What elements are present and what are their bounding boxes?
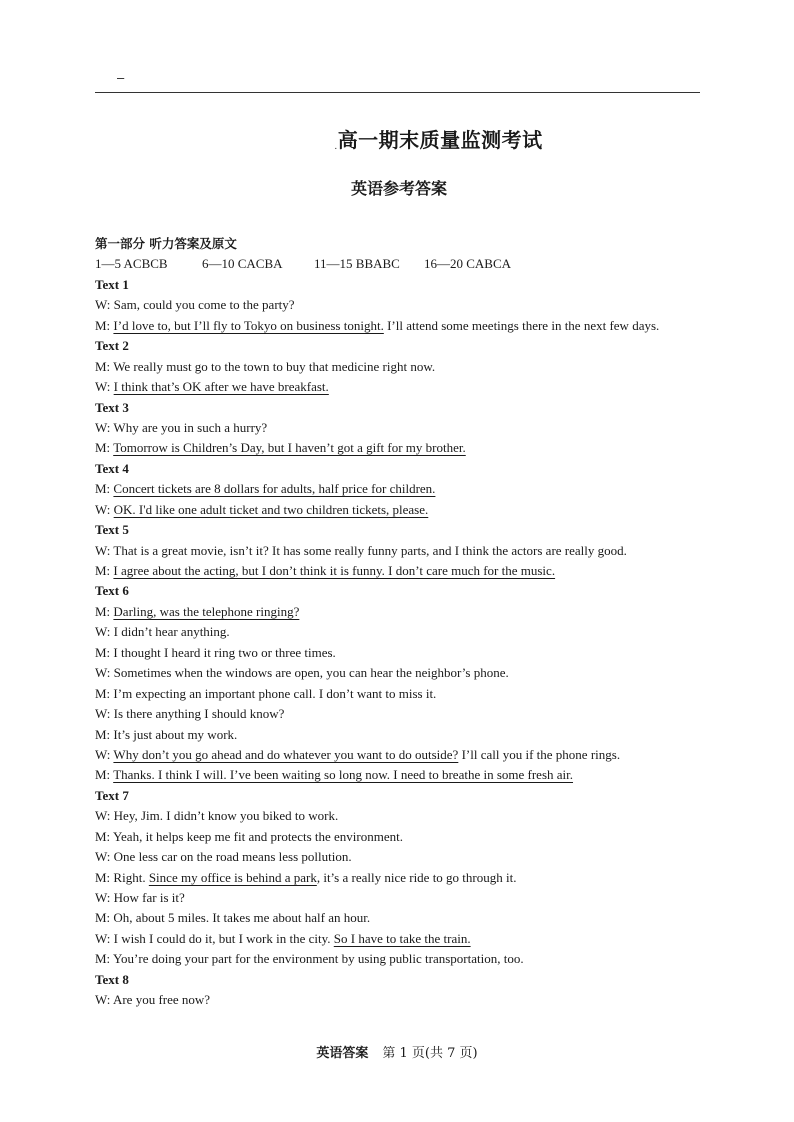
dialogue-text: How far is it? bbox=[113, 890, 185, 905]
dialogue-text: It’s just about my work. bbox=[113, 726, 238, 742]
dialogue-line bbox=[95, 929, 715, 949]
speaker-label: M: bbox=[95, 603, 111, 619]
dialogue-text: Sometimes when the windows are open, you can hear the neighbor’s phone. bbox=[113, 665, 509, 681]
dialogue-text: Why are you in such a hurry? bbox=[113, 419, 268, 435]
speaker-label: W: bbox=[95, 930, 111, 946]
underlined-answer-text: I think that’s OK after we have breakfast. bbox=[113, 379, 329, 395]
underlined-answer-text: So I have to take the train. bbox=[333, 930, 471, 946]
speaker-label: M: bbox=[95, 481, 111, 497]
dialogue-text: You’re doing your part for the environment by using public transportation, too. bbox=[112, 951, 524, 967]
dialogue-line bbox=[95, 704, 715, 724]
speaker-label: W: bbox=[95, 379, 111, 395]
dialogue-text: I’ll attend some meetings there in the next few days. bbox=[383, 317, 660, 333]
dialogue-line bbox=[95, 479, 715, 499]
speaker-label: M: bbox=[95, 563, 111, 578]
underlined-answer-text: Since my office is behind a park bbox=[148, 869, 317, 885]
speaker-label: M: bbox=[95, 767, 111, 783]
page-title bbox=[0, 124, 794, 153]
dialogue-line bbox=[95, 888, 715, 908]
answer-group-2: 6—10 CACBA bbox=[202, 256, 283, 272]
text-heading: Text 2 bbox=[95, 338, 129, 354]
dialogue-line bbox=[95, 418, 715, 438]
dialogue-text: Hey, Jim. I didn’t know you biked to work. bbox=[113, 808, 339, 824]
dialogue-line bbox=[95, 949, 715, 969]
dialogue-line bbox=[95, 561, 715, 581]
header-mark: – bbox=[117, 70, 125, 85]
speaker-label: W: bbox=[95, 501, 111, 517]
dialogue-line bbox=[95, 868, 715, 888]
dialogue-line bbox=[95, 745, 715, 765]
underlined-answer-text: I agree about the acting, but I don’t think it is funny. I don’t care much for the music. bbox=[113, 563, 556, 578]
subtitle-text: 英语参考答案 bbox=[350, 179, 447, 198]
header-rule bbox=[95, 92, 700, 93]
underlined-answer-text: I’d love to, but I’ll fly to Tokyo on business tonight. bbox=[113, 317, 384, 333]
dialogue-line bbox=[95, 725, 715, 745]
speaker-label: W: bbox=[95, 890, 111, 905]
dialogue-line bbox=[95, 295, 715, 315]
text-heading: Text 6 bbox=[95, 583, 129, 599]
underlined-answer-text: Tomorrow is Children’s Day, but I haven’t got a gift for my brother. bbox=[113, 440, 466, 456]
dialogue-line bbox=[95, 438, 715, 458]
answer-group-1: 1—5 ACBCB bbox=[95, 256, 168, 272]
answer-group-3: 11—15 BBABC bbox=[314, 256, 400, 272]
dialogue-text: We really must go to the town to buy that medicine right now. bbox=[113, 358, 436, 374]
speaker-label: M: bbox=[95, 644, 111, 660]
speaker-label: M: bbox=[95, 317, 111, 333]
dialogue-text: I’ll call you if the phone rings. bbox=[458, 746, 621, 762]
dialogue-text: Is there anything I should know? bbox=[113, 706, 285, 722]
speaker-label: M: bbox=[95, 910, 111, 926]
speaker-label: W: bbox=[95, 665, 111, 681]
transcript bbox=[95, 275, 715, 1011]
text-heading: Text 5 bbox=[95, 522, 129, 538]
dialogue-text: One less car on the road means less pollution. bbox=[113, 849, 352, 865]
underlined-answer-text: Thanks. I think I will. I’ve been waiting so long now. I need to breathe in some fresh air. bbox=[113, 767, 574, 783]
dialogue-text: I didn’t hear anything. bbox=[113, 624, 230, 640]
dialogue-line bbox=[95, 806, 715, 826]
speaker-label: W: bbox=[95, 542, 111, 558]
title-prefix: . bbox=[334, 142, 338, 152]
speaker-label: W: bbox=[95, 746, 111, 762]
text-heading: Text 3 bbox=[95, 399, 129, 415]
dialogue-line bbox=[95, 643, 715, 663]
speaker-label: M: bbox=[95, 869, 111, 885]
underlined-answer-text: Concert tickets are 8 dollars for adults, half price for children. bbox=[113, 481, 436, 497]
dialogue-line bbox=[95, 847, 715, 867]
answer-content bbox=[95, 234, 715, 1011]
dialogue-line bbox=[95, 622, 715, 642]
dialogue-line bbox=[95, 377, 715, 397]
dialogue-line bbox=[95, 663, 715, 683]
dialogue-text: Sam, could you come to the party? bbox=[113, 297, 295, 313]
dialogue-line bbox=[95, 500, 715, 520]
dialogue-line bbox=[95, 990, 715, 1010]
speaker-label: M: bbox=[95, 440, 111, 456]
dialogue-text: Are you free now? bbox=[112, 992, 211, 1008]
dialogue-line bbox=[95, 316, 715, 336]
underlined-answer-text: Why don’t you go ahead and do whatever you want to do outside? bbox=[113, 746, 459, 762]
dialogue-text: Yeah, it helps keep me fit and protects the environment. bbox=[112, 828, 403, 844]
dialogue-text: Oh, about 5 miles. It takes me about half an hour. bbox=[113, 910, 371, 926]
dialogue-line bbox=[95, 684, 715, 704]
speaker-label: W: bbox=[95, 419, 111, 435]
page-footer bbox=[0, 1042, 794, 1061]
speaker-label: W: bbox=[95, 624, 111, 640]
dialogue-line bbox=[95, 827, 715, 847]
dialogue-line bbox=[95, 765, 715, 785]
text-heading: Text 8 bbox=[95, 971, 129, 987]
underlined-answer-text: Darling, was the telephone ringing? bbox=[113, 603, 300, 619]
speaker-label: W: bbox=[95, 808, 111, 824]
speaker-label: M: bbox=[95, 726, 111, 742]
text-heading: Text 4 bbox=[95, 460, 129, 476]
dialogue-line bbox=[95, 602, 715, 622]
dialogue-text: Right. bbox=[113, 869, 149, 885]
dialogue-text: I thought I heard it ring two or three times. bbox=[113, 644, 336, 660]
dialogue-text: I wish I could do it, but I work in the city. bbox=[113, 930, 334, 946]
footer-page-number: 第 1 页(共 7 页) bbox=[382, 1046, 478, 1061]
speaker-label: W: bbox=[95, 992, 111, 1008]
speaker-label: W: bbox=[95, 706, 111, 722]
speaker-label: M: bbox=[95, 358, 111, 374]
dialogue-text: I’m expecting an important phone call. I don’t want to miss it. bbox=[113, 685, 437, 701]
dialogue-text: , it’s a really nice ride to go through it. bbox=[316, 869, 517, 885]
dialogue-line bbox=[95, 541, 715, 561]
speaker-label: W: bbox=[95, 297, 111, 313]
footer-label: 英语答案 bbox=[316, 1046, 369, 1061]
underlined-answer-text: OK. I'd like one adult ticket and two children tickets, please. bbox=[113, 501, 429, 517]
page-subtitle bbox=[0, 176, 794, 199]
dialogue-line bbox=[95, 357, 715, 377]
text-heading: Text 1 bbox=[95, 276, 129, 292]
title-text: 高一期末质量监测考试 bbox=[337, 128, 543, 152]
speaker-label: M: bbox=[95, 828, 111, 844]
answer-key-row bbox=[95, 254, 715, 274]
dialogue-text: That is a great movie, isn’t it? It has some really funny parts, and I think the actors are really good. bbox=[113, 542, 627, 558]
answer-group-4: 16—20 CABCA bbox=[424, 256, 512, 272]
dialogue-line bbox=[95, 908, 715, 928]
text-heading: Text 7 bbox=[95, 787, 129, 803]
section-heading: 第一部分 听力答案及原文 bbox=[95, 236, 237, 251]
speaker-label: M: bbox=[95, 685, 111, 701]
speaker-label: W: bbox=[95, 849, 111, 865]
speaker-label: M: bbox=[95, 951, 111, 967]
